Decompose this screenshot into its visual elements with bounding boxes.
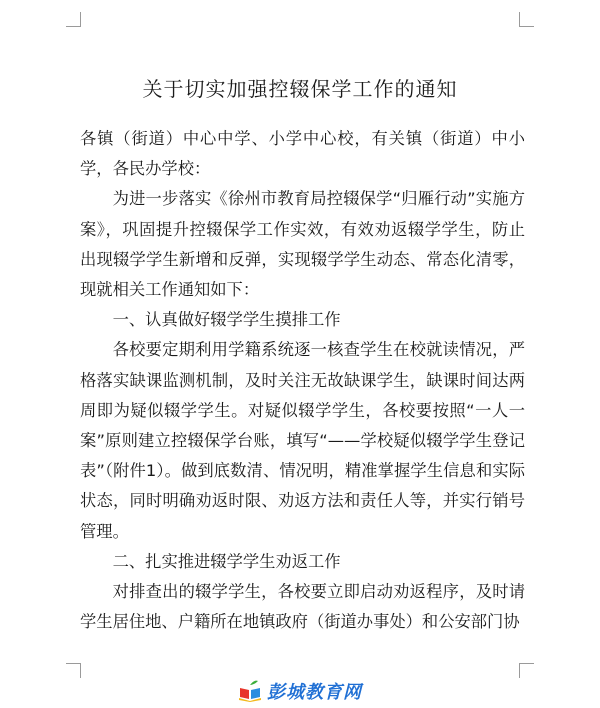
watermark-text: 彭城教育网 — [267, 682, 362, 703]
site-watermark — [0, 678, 600, 704]
section-heading-2: 二、扎实推进辍学学生劝返工作 — [112, 551, 341, 571]
document-title: 关于切实加强控辍保学工作的通知 — [142, 77, 458, 102]
section-2-paragraph: 对排查出的辍学学生，各校要立即启动劝返程序，及时请学生居住地、户籍所在地镇政府（街道办事处）和公安部门协 — [80, 582, 525, 632]
book-logo-icon — [238, 680, 262, 702]
section-heading-1: 一、认真做好辍学学生摸排工作 — [112, 310, 341, 330]
page-corner-mark — [66, 663, 81, 678]
intro-paragraph: 为进一步落实《徐州市教育局控辍保学“归雁行动”实施方案》，巩固提升控辍保学工作实效，有效劝返辍学学生，防止出现辍学学生新增和反弹，实现辍学学生动态、常态化清零，现就相关工作通知如下： — [80, 189, 525, 300]
page-corner-mark — [66, 12, 81, 27]
page-corner-mark — [519, 663, 534, 678]
document-body — [80, 124, 525, 637]
salutation-paragraph: 各镇（街道）中心中学、小学中心校，有关镇（街道）中小学，各民办学校： — [80, 129, 525, 179]
page-corner-mark — [519, 12, 534, 27]
section-1-paragraph: 各校要定期利用学籍系统逐一核查学生在校就读情况，严格落实缺课监测机制，及时关注无故缺课学生，缺课时间达两周即为疑似辍学学生。对疑似辍学学生，各校要按照“一人一案”原则建立控辍保学台账，填写“——学校疑似辍学学生登记表”（附件1）。做到底数清、情况明，精准掌握学生信息和实际状态，同时明确劝返时限、劝返方法和责任人等，并实行销号管理。 — [80, 340, 525, 541]
